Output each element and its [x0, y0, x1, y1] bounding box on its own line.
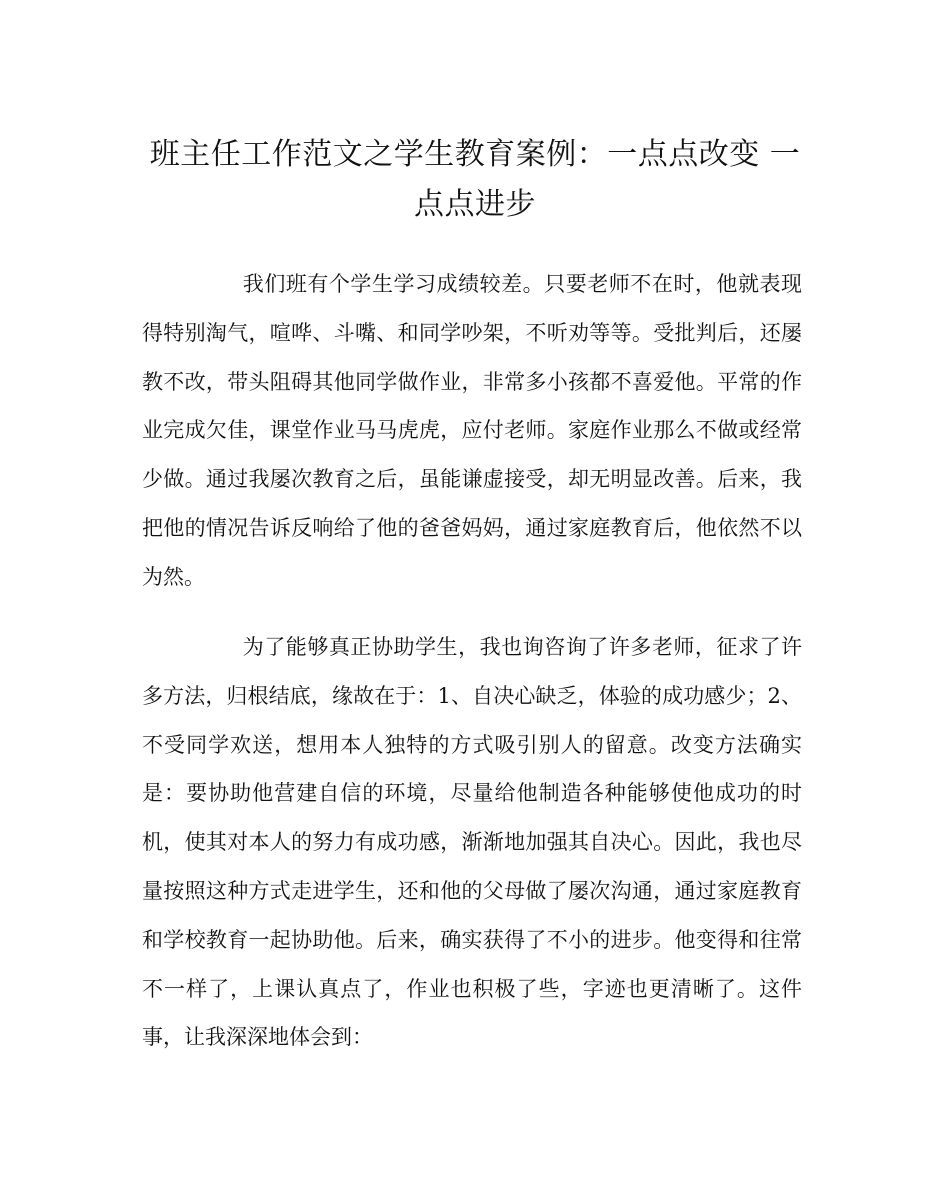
body-paragraph-2: 为了能够真正协助学生，我也询咨询了许多老师，征求了许多方法，归根结底，缘故在于：1、自决心缺乏，体验的成功感少；2、不受同学欢送，想用本人独特的方式吸引别人的留意。改变方法确实是：要协助他营建自信的环境，尽量给他制造各种能够使他成功的时机，使其对本人的努力有成功感，渐渐地加强其自决心。因此，我也尽量按照这种方式走进学生，还和他的父母做了屡次沟通，通过家庭教育和学校教育一起协助他。后来，确实获得了不小的进步。他变得和往常不一样了，上课认真点了，作业也积极了些，字迹也更清晰了。这件事，让我深深地体会到： [142, 635, 802, 1050]
document-title: 班主任工作范文之学生教育案例：一点点改变 一点点进步 [149, 137, 801, 222]
body-paragraph-1: 我们班有个学生学习成绩较差。只要老师不在时，他就表现得特别淘气，喧哗、斗嘴、和同学吵架，不听劝等等。受批判后，还屡教不改，带头阻碍其他同学做作业，非常多小孩都不喜爱他。平常的作业完成欠佳，课堂作业马马虎虎，应付老师。家庭作业那么不做或经常少做。通过我屡次教育之后，虽能谦虚接受，却无明显改善。后来，我把他的情况告诉反响给了他的爸爸妈妈，通过家庭教育后，他依然不以为然。 [142, 272, 802, 589]
